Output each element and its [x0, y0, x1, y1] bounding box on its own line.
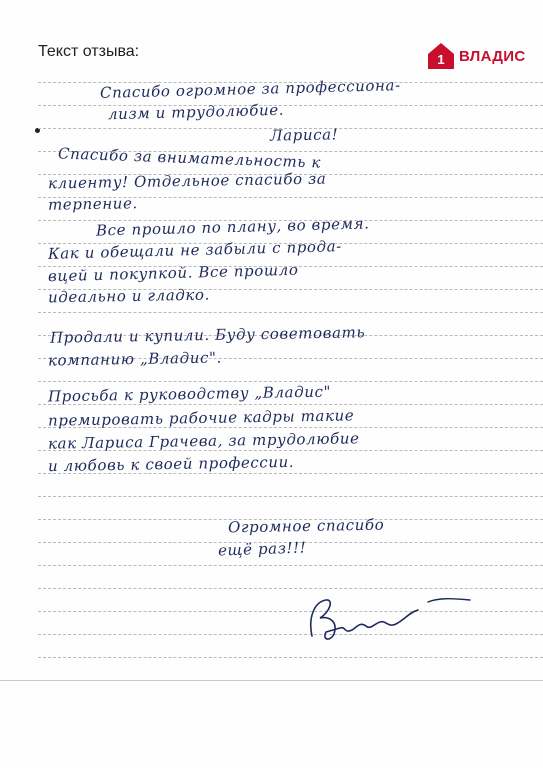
handwritten-line: Как и обещали не забыли с прода-	[47, 237, 343, 263]
signature	[300, 588, 480, 648]
rule-line	[38, 657, 543, 658]
handwritten-line: идеально и гладко.	[47, 285, 211, 307]
handwritten-line: ещё раз!!!	[217, 538, 307, 560]
handwritten-line: лизм и трудолюбие.	[107, 100, 285, 124]
handwritten-line: Все прошло по плану, во время.	[95, 214, 370, 240]
rule-line	[38, 312, 543, 313]
handwritten-line: как Лариса Грачева, за трудолюбие	[47, 429, 360, 453]
rule-line	[38, 496, 543, 497]
handwritten-line: Огромное спасибо	[227, 515, 385, 537]
handwritten-line: компанию „Владис".	[47, 348, 223, 370]
handwritten-line: вцей и покупкой. Все прошло	[47, 260, 299, 286]
handwritten-line: клиенту! Отдельное спасибо за	[47, 169, 327, 193]
sheet-bottom-border	[0, 680, 543, 681]
svg-text:1: 1	[437, 52, 445, 67]
handwritten-line: и любовь к своей профессии.	[47, 452, 295, 476]
brand-name: ВЛАДИС	[459, 47, 526, 65]
review-text-heading: Текст отзыва:	[38, 43, 140, 60]
handwritten-line: Продали и купили. Буду советовать	[49, 323, 366, 347]
brand-logo	[427, 42, 525, 70]
handwritten-line: Лариса!	[269, 125, 339, 145]
rule-line	[38, 381, 543, 382]
house-key-icon	[427, 42, 455, 70]
handwritten-line: терпение.	[47, 194, 138, 214]
handwritten-line: Спасибо за внимательность к	[57, 144, 322, 172]
handwritten-line: премировать рабочие кадры такие	[47, 406, 355, 430]
handwritten-line: Просьба к руководству „Владис"	[47, 382, 332, 406]
handwritten-line: Спасибо огромное за профессиона-	[99, 76, 401, 102]
rule-line	[38, 565, 543, 566]
